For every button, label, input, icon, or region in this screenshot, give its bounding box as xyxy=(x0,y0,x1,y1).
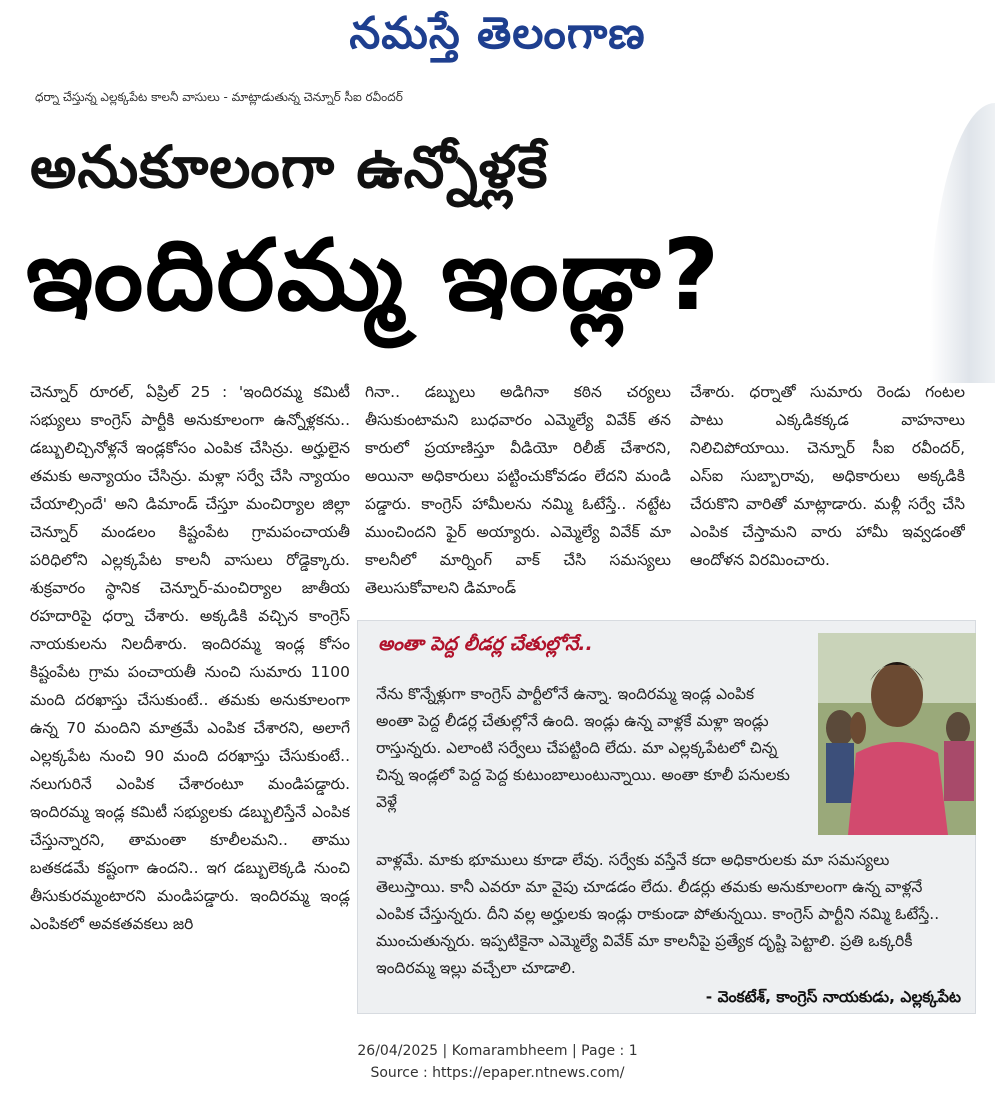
column-3-text: చేశారు. ధర్నాతో సుమారు రెండు గంటల పాటు ఎక్కడికక్కడ వాహనాలు నిలిచిపోయాయి. చెన్నూర్ సీఐ రవీందర్, ఎస్ఐ సుబ్బారావు, అధికారులు అక్కడికి చేరుకొని వారితో మాట్లాడారు. మళ్లీ సర్వే చేసి ఎంపిక చేస్తామని వారు హామీ ఇవ్వడంతో ఆందోళన విరమించారు. xyxy=(690,383,965,569)
column-1-text: చెన్నూర్ రూరల్, ఏప్రిల్ 25 : 'ఇందిరమ్మ కమిటీ సభ్యులు కాంగ్రెస్ పార్టీకి అనుకూలంగా ఉన్నోళ్లకను.. డబ్బులిచ్చినోళ్లనే ఇండ్లకోసం ఎంపిక చేసిన్రు. అర్హులైన తమకు అన్యాయం చేసిన్రు. మళ్లా సర్వే చేసి న్యాయం చేయాల్సిందే' అని డిమాండ్ చేస్తూ మంచిర్యాల జిల్లా చెన్నూర్ మండలం కిష్టంపేట గ్రామపంచాయతీ పరిధిలోని ఎల్లక్కపేట కాలనీ వాసులు రోడ్డెక్కారు. శుక్రవారం స్థానిక చెన్నూర్-మంచిర్యాల జాతీయ రహదారిపై ధర్నా చేశారు. అక్కడికి వచ్చిన కాంగ్రెస్ నాయకులను నిలదీశారు. ఇందిరమ్మ ఇండ్ల కోసం కిష్టంపేట గ్రామ పంచాయతీ నుంచి సుమారు 1100 మంది దరఖాస్తు చేసుకుంటే.. తమకు అనుకూలంగా ఉన్న 70 మందిని మాత్రమే ఎంపిక చేశారని, అలాగే ఎల్లక్కపేట నుంచి 90 మంది దరఖాస్తు చేసుకుంటే.. నలుగురినే ఎంపిక చేశారంటూ మండిపడ్డారు. ఇందిరమ్మ ఇండ్ల కమిటీ సభ్యులకు డబ్బులిస్తేనే ఎంపిక చేస్తున్నారని, తామంతా కూలీలమని.. తాము బతకడమే కష్టంగా ఉందని.. ఇగ డబ్బులెక్కడి నుంచి తీసుకురమ్మంటారని మండిపడ్డారు. ఇందిరమ్మ ఇండ్ల ఎంపికలో అవకతవకలు జరి xyxy=(30,383,350,933)
speaker-photo xyxy=(818,633,976,835)
headline-area xyxy=(0,103,995,373)
sidebar-text-bottom: వాళ్లమే. మాకు భూములు కూడా లేవు. సర్వేకు వస్తేనే కదా అధికారులకు మా సమస్యలు తెలుస్తాయి. కానీ ఎవరూ మా వైపు చూడడం లేదు. లీడర్లు తమకు అనుకూలంగా ఉన్న వాళ్లనే ఎంపిక చేస్తున్నరు. దీని వల్ల అర్హులకు ఇండ్లు రాకుండా పోతున్నయి. కాంగ్రెస్ పార్టీని నమ్మి ఓటేస్తే.. ముంచుతున్నరు. ఇప్పటికైనా ఎమ్మెల్యే వివేక్ మా కాలనీపై ప్రత్యేక దృష్టి పెట్టాలి. ప్రతి ఒక్కరికీ ఇందిరమ్మ ఇల్లు వచ్చేలా చూడాలి. xyxy=(376,851,940,977)
source-link[interactable]: Source : https://epaper.ntnews.com/ xyxy=(370,1065,625,1081)
headline-line-2: ఇందిరమ్మ ఇండ్లా? xyxy=(26,219,722,333)
photo-caption-strip: ధర్నా చేస్తున్న ఎల్లక్కపేట కాలనీ వాసులు‌ - మాట్లాడుతున్న చెన్నూర్ సీఐ రవీందర్ xyxy=(35,90,403,104)
edition-info: 26/04/2025 | Komarambheem | Page : 1 xyxy=(357,1043,638,1059)
page-footer xyxy=(0,1040,995,1084)
headline-line-1: అనుకూలంగా ఉన్నోళ్లకే xyxy=(30,133,549,201)
sidebar-byline: - వెంకటేశ్, కాంగ్రెస్ నాయకుడు, ఎల్లక్కపేట xyxy=(705,988,961,1006)
article-column-1 xyxy=(30,378,350,1008)
masthead xyxy=(0,0,995,80)
article-column-2 xyxy=(365,378,671,608)
sidebar-text-top: నేను కొన్నేళ్లుగా కాంగ్రెస్ పార్టీలోనే ఉన్నా. ఇందిరమ్మ ఇండ్ల ఎంపిక అంతా పెద్ద లీడర్ల చేతుల్లోనే ఉంది. ఇండ్లు ఉన్న వాళ్లకే మళ్లా ఇండ్లు రాస్తున్నరు. ఎలాంటి సర్వేలు చేపట్టింది లేదు. మా ఎల్లక్కపేటలో చిన్న చిన్న ఇండ్లలో పెద్ద పెద్ద కుటుంబాలుంటున్నాయి. అంతా కూలీ పనులకు వెళ్లే xyxy=(376,685,790,811)
sidebar-text-bottom-wrap xyxy=(376,847,961,1011)
column-2-text: గినా.. డబ్బులు అడిగినా కఠిన చర్యలు తీసుకుంటామని బుధవారం ఎమ్మెల్యే వివేక్ తన కారులో ప్రయాణిస్తూ వీడియో రిలీజ్ చేశారని, అయినా అధికారులు పట్టించుకోవడం లేదని మండి పడ్డారు. కాంగ్రెస్ హామీలను నమ్మి ఓటేస్తే.. నట్టేట ముంచిందని ఫైర్ అయ్యారు. ఎమ్మెల్యే వివేక్ మా కాలనీలో మార్నింగ్ వాక్ చేసి సమస్యలు తెలుసుకోవాలని డిమాండ్ xyxy=(365,383,671,597)
person-photo-icon xyxy=(818,633,976,835)
sidebar-title: అంతా పెద్ద లీడర్ల చేతుల్లోనే.. xyxy=(378,633,593,655)
newspaper-logo: నమస్తే తెలంగాణ xyxy=(349,8,646,59)
article-column-3 xyxy=(690,378,965,608)
